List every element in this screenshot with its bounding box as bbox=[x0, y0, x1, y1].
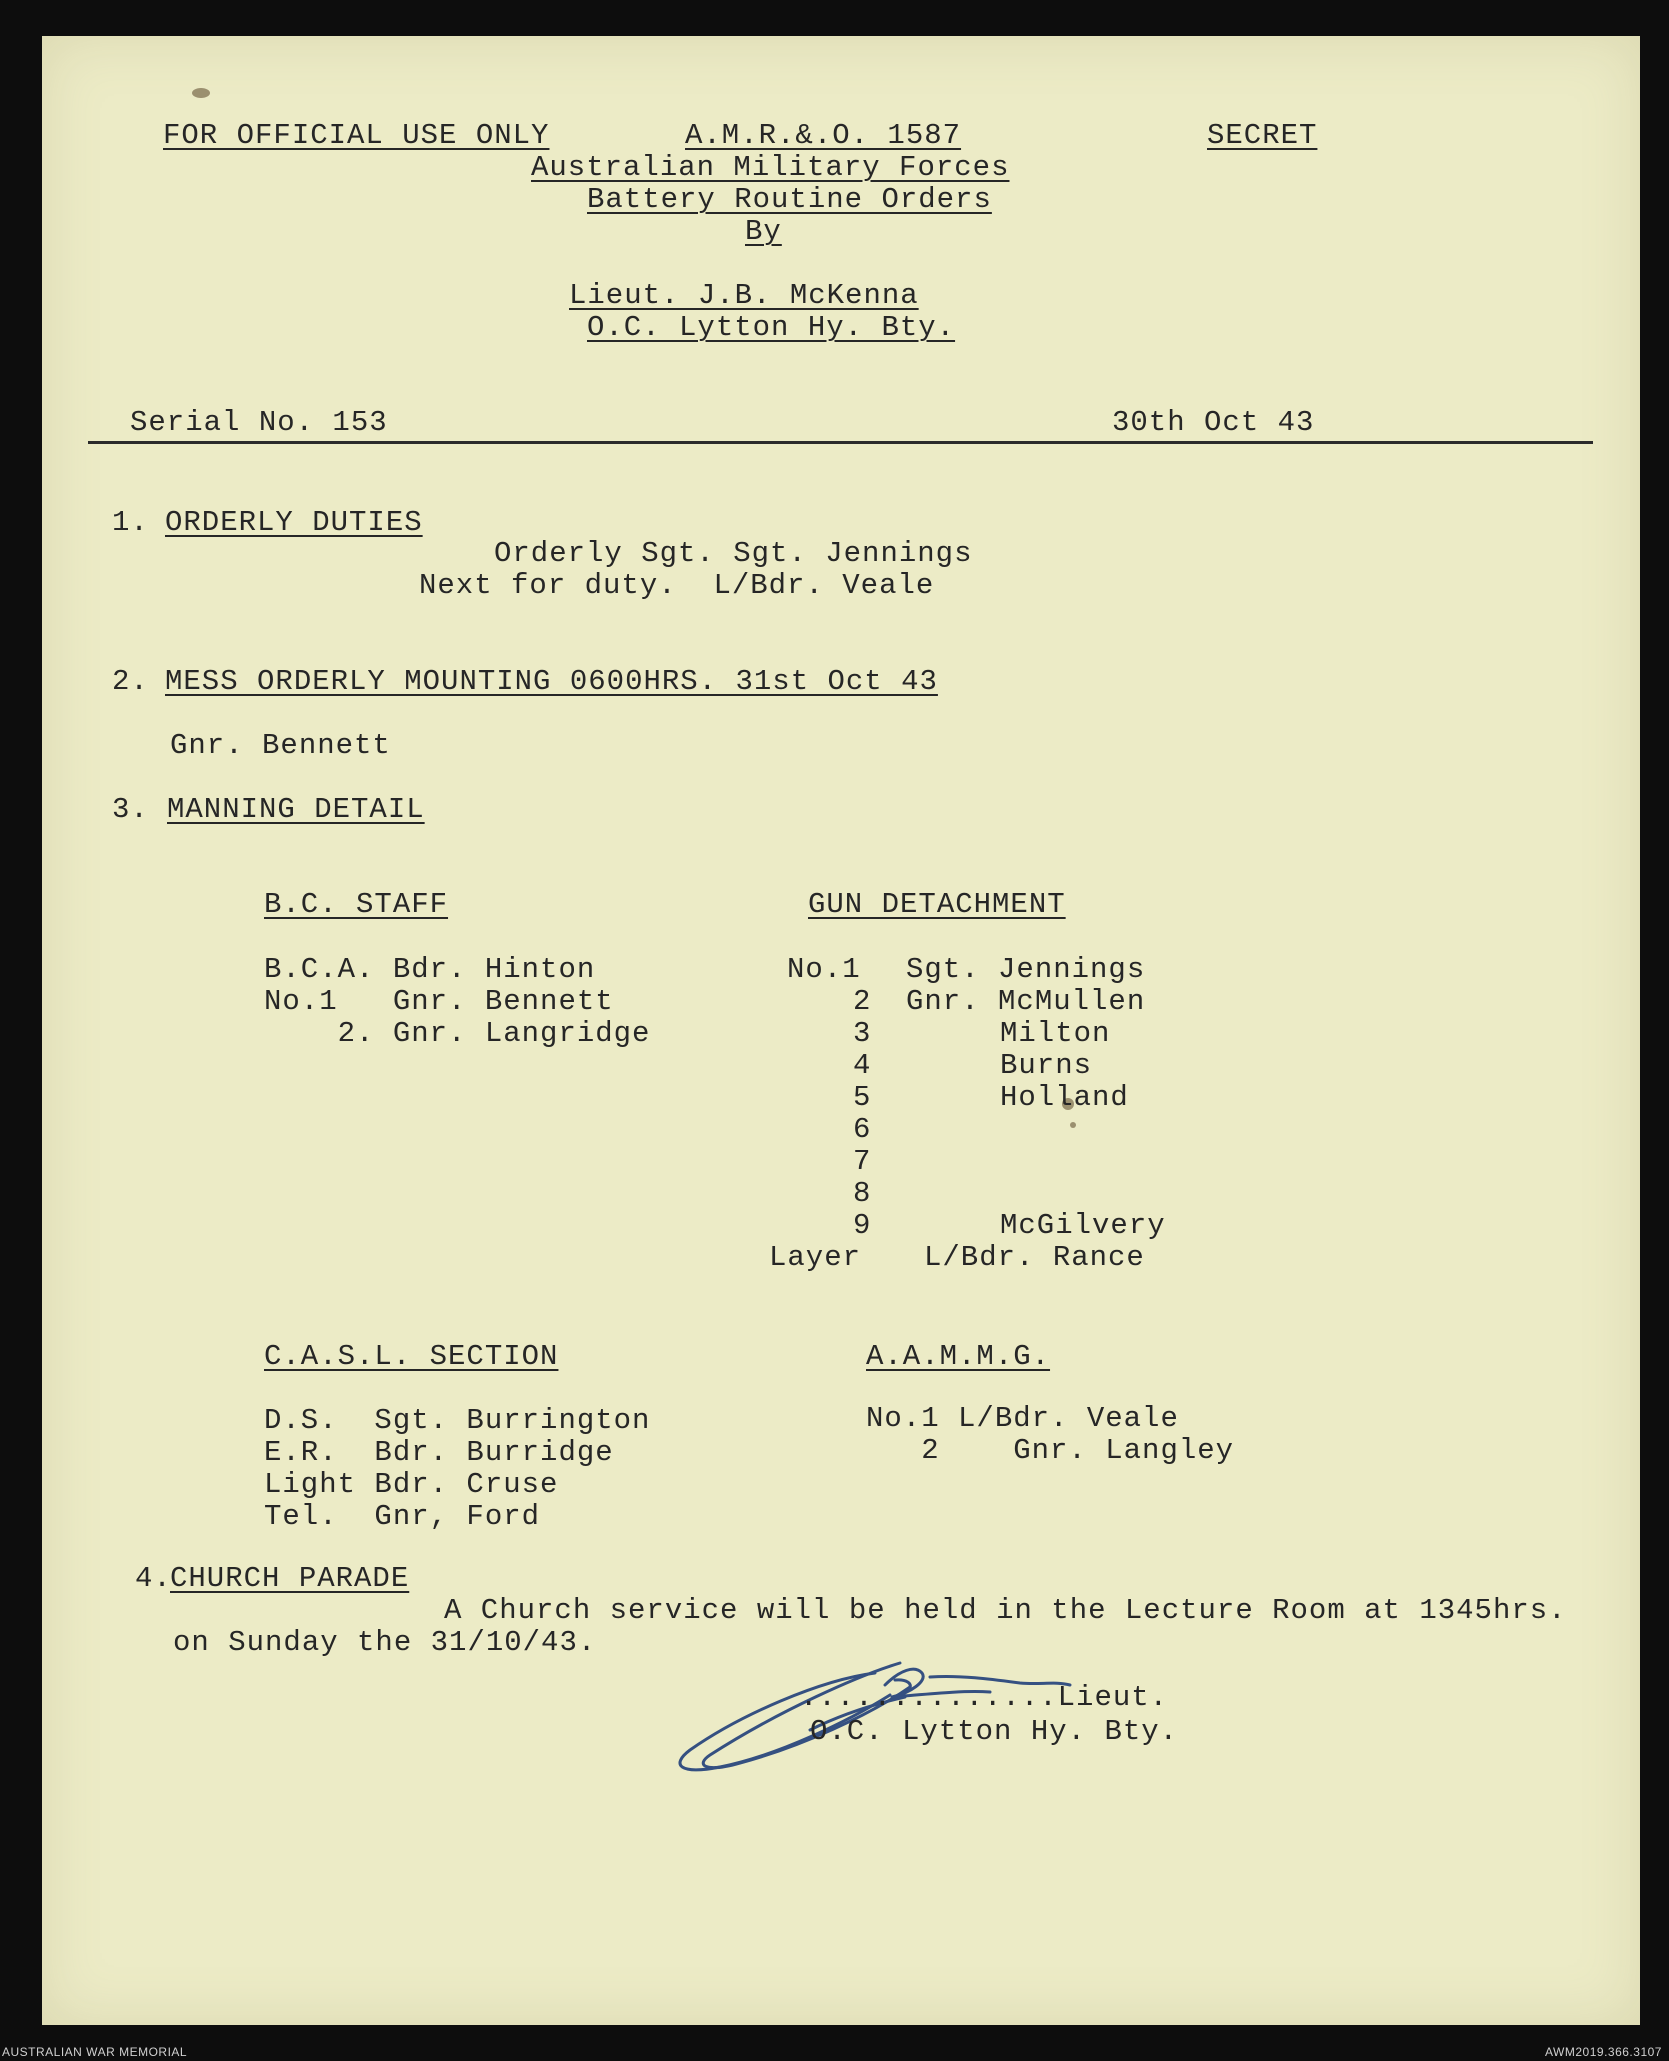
classification-left: FOR OFFICIAL USE ONLY bbox=[163, 119, 550, 152]
gun-row-number: 8 bbox=[853, 1177, 872, 1210]
gun-row-number: 6 bbox=[853, 1113, 872, 1146]
section-3-title: MANNING DETAIL bbox=[167, 793, 425, 826]
header-officer: Lieut. J.B. McKenna bbox=[569, 279, 919, 312]
gun-row-number: 3 bbox=[853, 1017, 872, 1050]
gun-row-number: Layer bbox=[769, 1241, 862, 1274]
gun-row-number: 7 bbox=[853, 1145, 872, 1178]
mess-orderly-name: Gnr. Bennett bbox=[170, 729, 391, 762]
serial-rule bbox=[88, 441, 1593, 444]
next-for-duty-line: Next for duty. L/Bdr. Veale bbox=[419, 569, 935, 602]
ink-stain bbox=[1070, 1122, 1076, 1128]
header-unit: O.C. Lytton Hy. Bty. bbox=[587, 311, 956, 344]
serial-date: 30th Oct 43 bbox=[1112, 406, 1315, 439]
section-2-title: MESS ORDERLY MOUNTING 0600HRS. 31st Oct 43 bbox=[165, 665, 938, 698]
casl-row: E.R. Bdr. Burridge bbox=[264, 1436, 614, 1469]
gun-row-number: 9 bbox=[853, 1209, 872, 1242]
gun-row-name: Holland bbox=[1000, 1081, 1129, 1114]
section-1-title: ORDERLY DUTIES bbox=[165, 506, 423, 539]
gun-detachment-title: GUN DETACHMENT bbox=[808, 888, 1066, 921]
casl-section-title: C.A.S.L. SECTION bbox=[264, 1340, 559, 1373]
signature-line: ..............Lieut. bbox=[800, 1681, 1169, 1714]
section-3-number: 3. bbox=[112, 793, 149, 826]
bc-staff-title: B.C. STAFF bbox=[264, 888, 449, 921]
orderly-sgt-line: Orderly Sgt. Sgt. Jennings bbox=[494, 537, 973, 570]
aammg-row: 2 Gnr. Langley bbox=[866, 1434, 1235, 1467]
signature-unit: O.C. Lytton Hy. Bty. bbox=[810, 1715, 1179, 1748]
gun-row-name: Gnr. McMullen bbox=[906, 985, 1146, 1018]
section-4-number: 4. bbox=[135, 1562, 172, 1595]
casl-row: Tel. Gnr, Ford bbox=[264, 1500, 541, 1533]
bc-staff-row: 2. Gnr. Langridge bbox=[264, 1017, 651, 1050]
casl-row: Light Bdr. Cruse bbox=[264, 1468, 559, 1501]
section-1-number: 1. bbox=[112, 506, 149, 539]
gun-row-name: Burns bbox=[1000, 1049, 1093, 1082]
footer-institution: AUSTRALIAN WAR MEMORIAL bbox=[2, 2045, 188, 2059]
aammg-title: A.A.M.M.G. bbox=[866, 1340, 1051, 1373]
footer-accession-number: AWM2019.366.3107 bbox=[1545, 2045, 1662, 2059]
section-2-number: 2. bbox=[112, 665, 149, 698]
gun-row-name: Milton bbox=[1000, 1017, 1111, 1050]
bc-staff-row: No.1 Gnr. Bennett bbox=[264, 985, 614, 1018]
header-line-by: By bbox=[745, 215, 782, 248]
gun-row-number: 2 bbox=[853, 985, 872, 1018]
classification-right: SECRET bbox=[1207, 119, 1318, 152]
church-parade-line-2: on Sunday the 31/10/43. bbox=[173, 1626, 597, 1659]
aammg-row: No.1 L/Bdr. Veale bbox=[866, 1402, 1179, 1435]
gun-row-number: No.1 bbox=[787, 953, 861, 986]
gun-row-number: 5 bbox=[853, 1081, 872, 1114]
casl-row: D.S. Sgt. Burrington bbox=[264, 1404, 651, 1437]
church-parade-line-1: A Church service will be held in the Lecture Room at 1345hrs. bbox=[444, 1594, 1567, 1627]
header-line-forces: Australian Military Forces bbox=[531, 151, 1010, 184]
gun-row-name: Sgt. Jennings bbox=[906, 953, 1146, 986]
gun-row-number: 4 bbox=[853, 1049, 872, 1082]
bc-staff-row: B.C.A. Bdr. Hinton bbox=[264, 953, 596, 986]
gun-row-name: McGilvery bbox=[1000, 1209, 1166, 1242]
reference-number: A.M.R.&.O. 1587 bbox=[685, 119, 962, 152]
gun-row-name: L/Bdr. Rance bbox=[924, 1241, 1145, 1274]
section-4-title: CHURCH PARADE bbox=[170, 1562, 410, 1595]
header-line-orders: Battery Routine Orders bbox=[587, 183, 992, 216]
ink-mark bbox=[192, 88, 210, 98]
serial-number: Serial No. 153 bbox=[130, 406, 388, 439]
